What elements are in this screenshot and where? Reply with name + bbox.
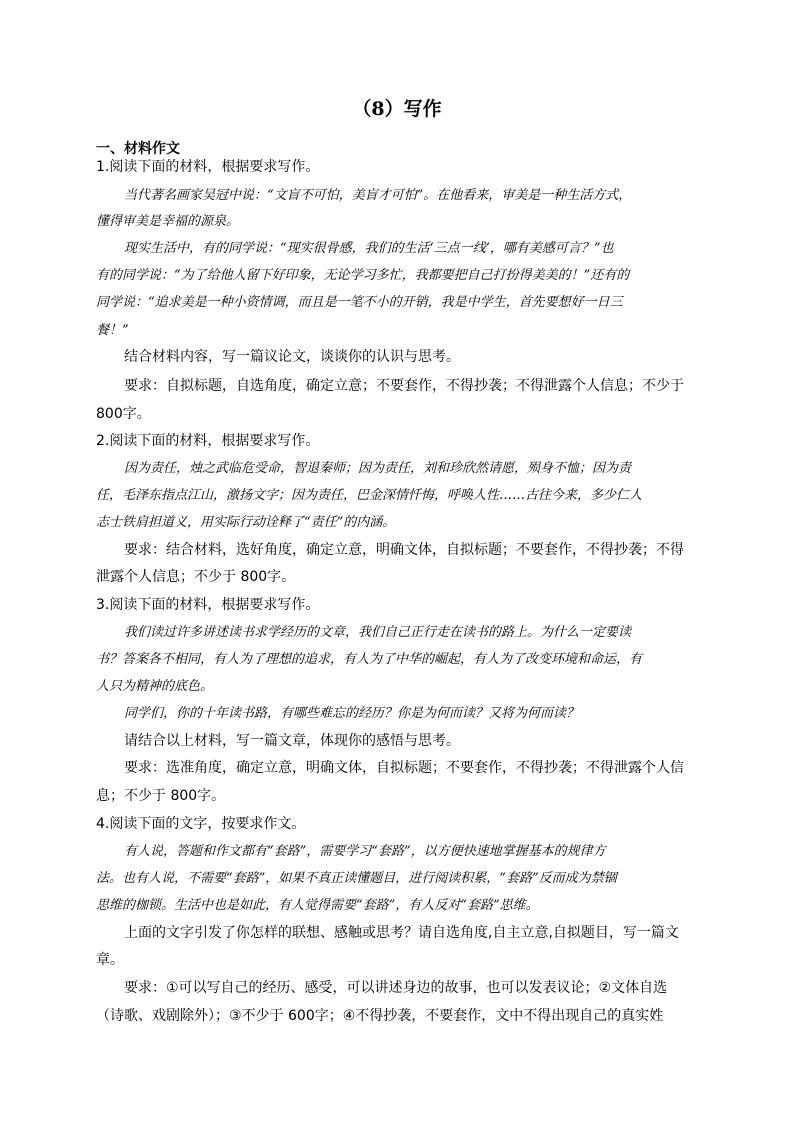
q3-prompt: 请结合以上材料，写一篇文章，体现你的感悟与思考。 — [124, 733, 460, 749]
q1-material-line: 懂得审美是幸福的源泉。 — [96, 214, 240, 229]
q1-material-line: 同学说：“追求美是一种小资情调，而且是一笔不小的开销，我是中学生，首先要想好一日三 — [96, 295, 623, 310]
q2-material-line: 任，毛泽东指点江山，激扬文字；因为责任，巴金深情忏悔，呼唤人性……古往今来，多少仁人 — [96, 488, 643, 503]
q4-requirement: 要求：①可以写自己的经历、感受，可以讲述身边的故事，也可以发表议论；②文体自选 — [124, 980, 668, 996]
q3-material-line: 人只为精神的底色。 — [96, 679, 214, 694]
q4-material-line: 有人说，答题和作文都有“套路”，需要学习“套路”，以方便快速地掌握基本的规律方 — [124, 844, 606, 859]
q1-requirement: 800字。 — [96, 406, 151, 422]
q2-material-line: 因为责任，烛之武临危受命，智退秦师；因为责任，刘和珍欣然请愿，殒身不恤；因为责 — [124, 461, 632, 476]
q4-requirement: （诗歌、戏剧除外）；③不少于 600字；④不得抄袭，不要套作，文中不得出现自己的真实姓 — [96, 1008, 664, 1024]
q4-prompt: 上面的文字引发了你怎样的联想、感触或思考？请自选角度,自主立意,自拟题目，写一篇文 — [124, 925, 679, 941]
q3-requirement: 要求：选准角度，确定立意，明确文体，自拟标题；不要套作，不得抄袭；不得泄露个人信 — [124, 760, 684, 776]
section-heading: 一、材料作文 — [96, 141, 180, 157]
page-title: （8）写作 — [352, 98, 442, 120]
q3-heading: 3.阅读下面的材料，根据要求写作。 — [96, 597, 320, 613]
q4-material-line: 思维的枷锁。生活中也是如此，有人觉得需要“套路”，有人反对“套路”思维。 — [96, 898, 539, 913]
q1-prompt: 结合材料内容，写一篇议论文，谈谈你的认识与思考。 — [124, 349, 460, 365]
q1-heading: 1.阅读下面的材料，根据要求写作。 — [96, 159, 320, 175]
q3-material-line: 同学们，你的十年读书路，有哪些难忘的经历？你是为何而读？又将为何而读？ — [124, 706, 580, 721]
q4-material-line: 法。也有人说，不需要“套路”，如果不真正读懂题目，进行阅读积累，“套路”反而成为禁锢 — [96, 871, 617, 886]
q2-material-line: 志士铁肩担道义，用实际行动诠释了“责任”的内涵。 — [96, 515, 396, 530]
q4-heading: 4.阅读下面的文字，按要求作文。 — [96, 816, 306, 832]
q1-material-line: 现实生活中，有的同学说：“现实很骨感，我们的生活‘三点一线’，哪有美感可言？”也 — [124, 241, 614, 256]
q2-requirement: 要求：结合材料，选好角度，确定立意，明确文体，自拟标题；不要套作，不得抄袭；不得 — [124, 542, 684, 558]
q1-material-line: 餐！” — [96, 323, 129, 338]
q4-prompt: 章。 — [96, 952, 124, 968]
q3-material-line: 书？答案各不相同，有人为了理想的追求，有人为了中华的崛起，有人为了改变环境和命运，有 — [96, 652, 643, 667]
q1-material-line: 有的同学说：“为了给他人留下好印象，无论学习多忙，我都要把自己打扮得美美的！”还有的 — [96, 268, 630, 283]
q3-requirement: 息；不少于 800字。 — [96, 788, 226, 804]
q2-heading: 2.阅读下面的材料，根据要求写作。 — [96, 433, 320, 449]
q2-requirement: 泄露个人信息；不少于 800字。 — [96, 569, 296, 585]
q1-material-line: 当代著名画家吴冠中说：“文盲不可怕，美盲才可怕”。在他看来，审美是一种生活方式， — [124, 188, 632, 203]
q1-requirement: 要求：自拟标题，自选角度，确定立意；不要套作，不得抄袭；不得泄露个人信息；不少于 — [124, 378, 684, 394]
q3-material-line: 我们读过许多讲述读书求学经历的文章，我们自己正行走在读书的路上。为什么一定要读 — [124, 625, 632, 640]
